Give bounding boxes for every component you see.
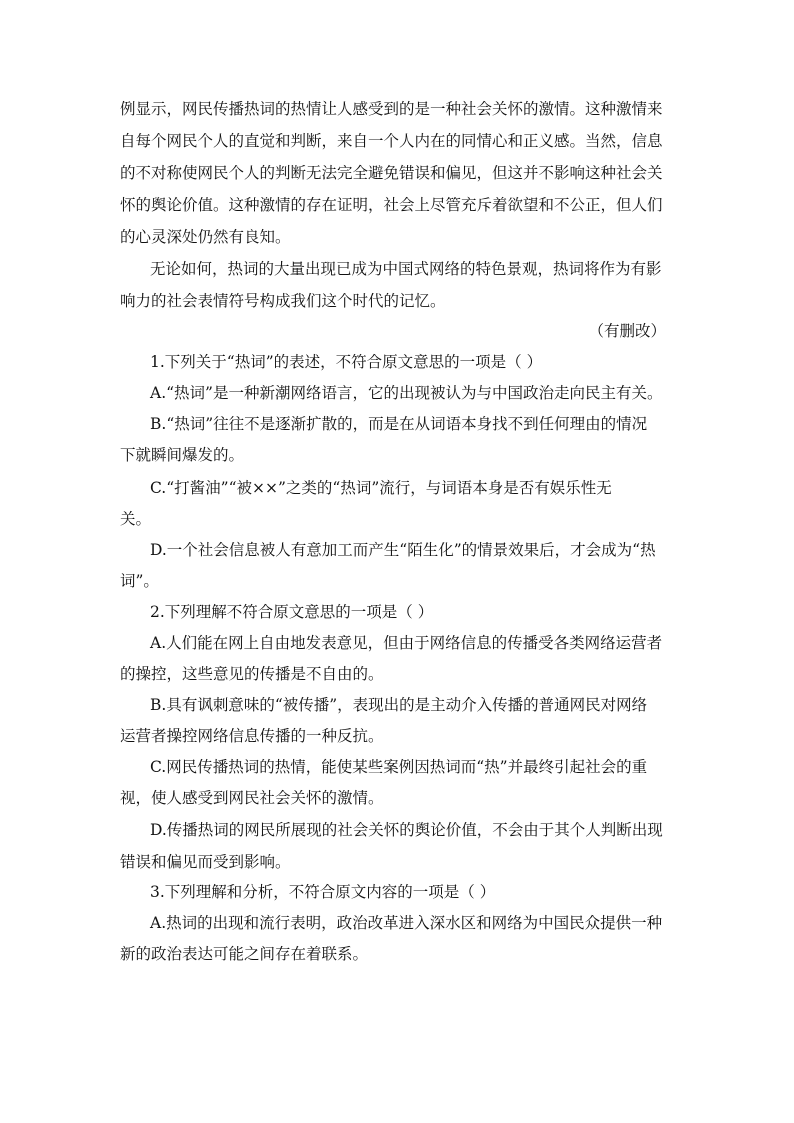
- option-line: C.网民传播热词的热情，能使某些案例因热词而“热”并最终引起社会的重: [150, 758, 648, 776]
- paragraph-line: 怀的舆论价值。这种激情的存在证明，社会上尽管充斥着欲望和不公正，但人们: [120, 196, 663, 214]
- option-line: D.传播热词的网民所展现的社会关怀的舆论价值，不会由于其个人判断出现: [150, 821, 663, 839]
- option-line: A.人们能在网上自由地发表意见，但由于网络信息的传播受各类网络运营者: [150, 634, 663, 652]
- paragraph-line: 无论如何，热词的大量出现已成为中国式网络的特色景观，热词将作为有影: [150, 260, 662, 278]
- option-line: A.“热词”是一种新潮网络语言，它的出现被认为与中国政治走向民主有关。: [150, 384, 663, 402]
- option-line: C.“打酱油”“被××”之类的“热词”流行，与词语本身是否有娱乐性无: [150, 479, 612, 497]
- question-2: 2.下列理解不符合原文意思的一项是（ ）: [150, 603, 434, 621]
- option-line: B.具有讽刺意味的“被传播”，表现出的是主动介入传播的普通网民对网络: [150, 696, 648, 714]
- paragraph-line: 的心灵深处仍然有良知。: [120, 228, 291, 246]
- option-line: A.热词的出现和流行表明，政治改革进入深水区和网络为中国民众提供一种: [150, 914, 663, 932]
- option-line: 运营者操控网络信息传播的一种反抗。: [120, 727, 384, 745]
- option-line: 的操控，这些意见的传播是不自由的。: [120, 665, 384, 683]
- paragraph-line: 例显示，网民传播热词的热情让人感受到的是一种社会关怀的激情。这种激情来: [120, 100, 663, 118]
- question-1: 1.下列关于“热词”的表述，不符合原文意思的一项是（ ）: [150, 353, 543, 371]
- option-line: 视，使人感受到网民社会关怀的激情。: [120, 789, 384, 807]
- option-line: 错误和偏见而受到影响。: [120, 853, 291, 871]
- paragraph-line: 自每个网民个人的直觉和判断，来自一个人内在的同情心和正义感。当然，信息: [120, 132, 663, 150]
- option-line: 关。: [120, 510, 152, 528]
- paragraph-line: 的不对称使网民个人的判断无法完全避免错误和偏见，但这并不影响这种社会关: [120, 164, 663, 182]
- paragraph-line: 响力的社会表情符号构成我们这个时代的记忆。: [120, 292, 446, 310]
- question-3: 3.下列理解和分析，不符合原文内容的一项是（ ）: [150, 883, 496, 901]
- option-line: D.一个社会信息被人有意加工而产生“陌生化”的情景效果后，才会成为“热: [150, 541, 656, 559]
- source-note: （有删改）: [588, 322, 666, 340]
- option-line: 新的政治表达可能之间存在着联系。: [120, 945, 369, 963]
- option-line: 词”。: [120, 572, 159, 590]
- option-line: 下就瞬间爆发的。: [120, 446, 245, 464]
- option-line: B.“热词”往往不是逐渐扩散的，而是在从词语本身找不到任何理由的情况: [150, 415, 648, 433]
